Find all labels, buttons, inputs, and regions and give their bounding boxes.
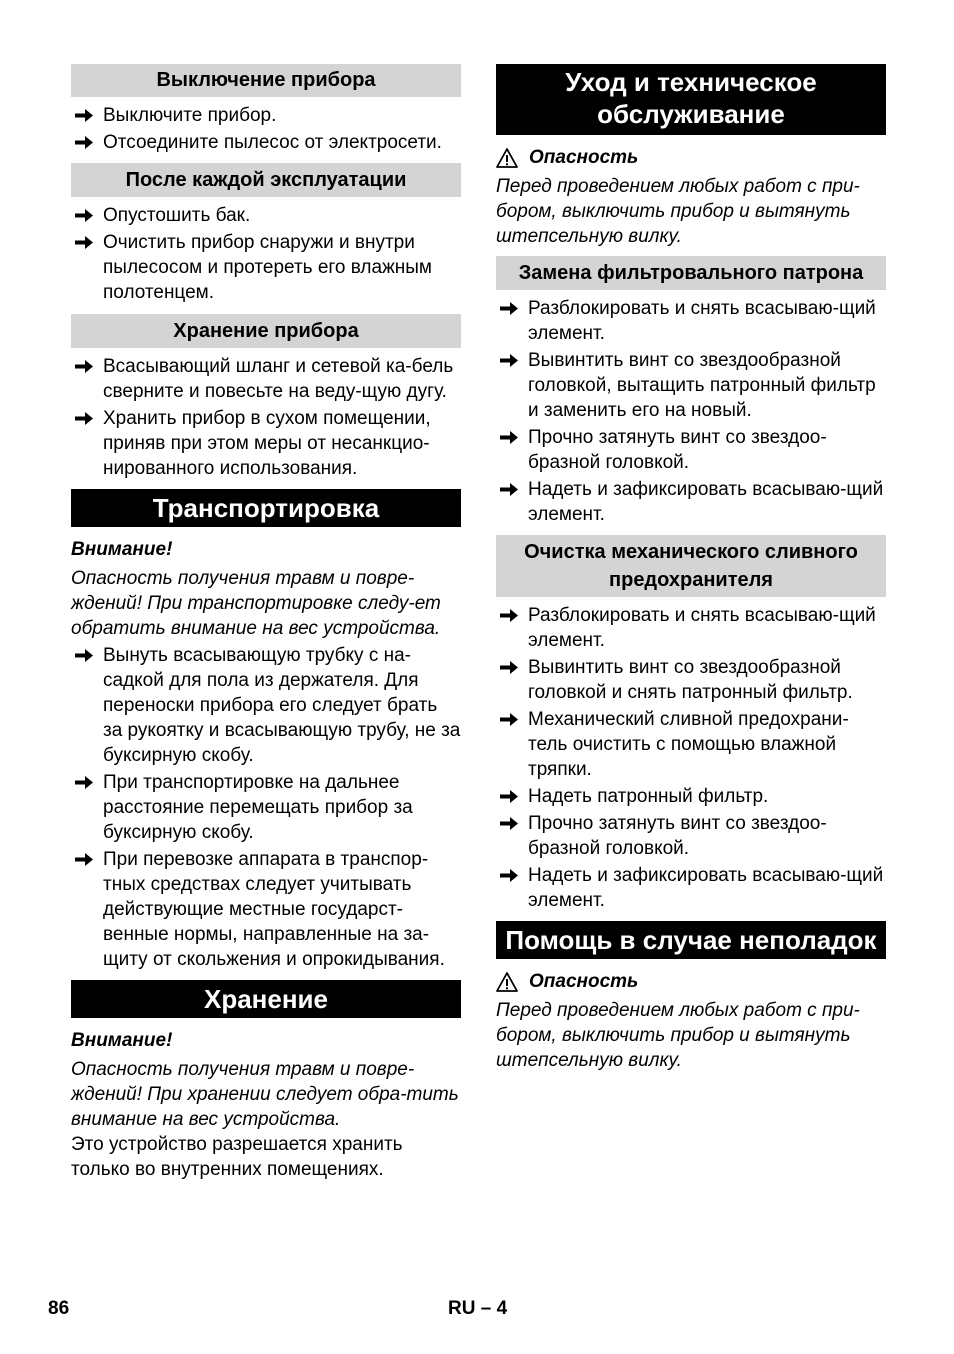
help-danger-row [496, 969, 886, 994]
steps-device-storage [71, 354, 461, 481]
list-item [496, 784, 886, 809]
section-title-device-storage: Хранение прибора [71, 314, 461, 348]
left-column [71, 64, 461, 1182]
storage-warning-text: Опасность получения травм и повре-ждений! При хранении следует обра-тить внимание на вес устройства. [71, 1059, 459, 1130]
care-danger-text: Перед проведением любых работ с при-бором, выключить прибор и вытянуть штепсельную вилку. [496, 176, 860, 247]
care-danger-row [496, 145, 886, 170]
list-item [496, 811, 886, 861]
list-item [71, 103, 461, 128]
list-item-text: Вывинтить винт со звездообразной головкой и снять патронный фильтр. [528, 657, 853, 703]
list-item [71, 130, 461, 155]
list-item-text: Надеть и зафиксировать всасываю-щий элемент. [528, 479, 884, 525]
help-danger-text: Перед проведением любых работ с при-бором, выключить прибор и вытянуть штепсельную вилку. [496, 1000, 860, 1071]
list-item-text: Хранить прибор в сухом помещении, приняв при этом меры от несанкцио-нированного использования. [103, 408, 431, 479]
arrow-right-icon [73, 643, 95, 668]
warning-triangle-icon [496, 972, 518, 992]
storage-warning-title: Внимание! [71, 1030, 173, 1051]
warning-triangle-icon [496, 148, 518, 168]
arrow-right-icon [498, 707, 520, 732]
arrow-right-icon [498, 811, 520, 836]
list-item [496, 707, 886, 782]
steps-transport [71, 643, 461, 972]
steps-after-use [71, 203, 461, 305]
arrow-right-icon [73, 130, 95, 155]
list-item [71, 230, 461, 305]
chapter-title-transport: Транспортировка [71, 489, 461, 527]
arrow-right-icon [73, 847, 95, 872]
section-title-after-use: После каждой эксплуатации [71, 163, 461, 197]
transport-warning-text: Опасность получения травм и повре-ждений! При транспортировке следу-ет обратить внимание на вес устройства. [71, 568, 441, 639]
list-item-text: Разблокировать и снять всасываю-щий элемент. [528, 298, 876, 344]
chapter-title-care: Уход и техническое обслуживание [496, 64, 886, 135]
list-item [71, 354, 461, 404]
list-item-text: При перевозке аппарата в транспор-тных средствах следует учитывать действующие местные государст-венные нормы, направленные на за-щиту от скольжения и опрокидывания. [103, 849, 445, 970]
section-title-filter: Замена фильтровального патрона [496, 256, 886, 290]
list-item-text: Отсоедините пылесос от электросети. [103, 132, 442, 153]
list-item-text: Очистить прибор снаружи и внутри пылесосом и протереть его влажным полотенцем. [103, 232, 432, 303]
arrow-right-icon [73, 770, 95, 795]
list-item [71, 406, 461, 481]
transport-warning-title: Внимание! [71, 539, 173, 560]
arrow-right-icon [498, 348, 520, 373]
page-number: 86 [48, 1298, 70, 1319]
list-item-text: Разблокировать и снять всасываю-щий элемент. [528, 605, 876, 651]
list-item [496, 425, 886, 475]
steps-drain [496, 603, 886, 913]
arrow-right-icon [498, 425, 520, 450]
steps-switch-off [71, 103, 461, 155]
arrow-right-icon [498, 296, 520, 321]
arrow-right-icon [73, 354, 95, 379]
list-item [71, 847, 461, 972]
list-item-text: Опустошить бак. [103, 205, 251, 226]
arrow-right-icon [73, 103, 95, 128]
right-column [496, 64, 886, 1073]
list-item [71, 643, 461, 768]
list-item [496, 348, 886, 423]
arrow-right-icon [498, 863, 520, 888]
arrow-right-icon [498, 655, 520, 680]
list-item [496, 603, 886, 653]
storage-text: Это устройство разрешается хранить только во внутренних помещениях. [71, 1134, 403, 1180]
list-item [496, 296, 886, 346]
list-item-text: Выключите прибор. [103, 105, 277, 126]
section-title-switch-off: Выключение прибора [71, 64, 461, 97]
arrow-right-icon [498, 603, 520, 628]
arrow-right-icon [73, 230, 95, 255]
section-title-drain: Очистка механического сливного предохранителя [496, 535, 886, 597]
list-item [496, 863, 886, 913]
care-danger-title: Опасность [529, 147, 639, 168]
list-item-text: Вынуть всасывающую трубку с на-садкой для пола из держателя. Для переноски прибора его следует брать за рукоятку и всасывающую трубу, не за буксирную скобу. [103, 645, 461, 766]
help-danger-title: Опасность [529, 971, 639, 992]
arrow-right-icon [73, 406, 95, 431]
arrow-right-icon [498, 784, 520, 809]
list-item-text: При транспортировке на дальнее расстояние перемещать прибор за буксирную скобу. [103, 772, 413, 843]
arrow-right-icon [498, 477, 520, 502]
list-item [496, 655, 886, 705]
chapter-title-help: Помощь в случае неполадок [496, 921, 886, 959]
list-item-text: Механический сливной предохрани-тель очистить с помощью влажной тряпки. [528, 709, 849, 780]
list-item [496, 477, 886, 527]
list-item [71, 770, 461, 845]
chapter-title-storage: Хранение [71, 980, 461, 1018]
language-page-code: RU – 4 [448, 1298, 508, 1319]
list-item-text: Надеть и зафиксировать всасываю-щий элемент. [528, 865, 884, 911]
list-item-text: Всасывающий шланг и сетевой ка-бель сверните и повесьте на веду-щую дугу. [103, 356, 454, 402]
list-item-text: Вывинтить винт со звездообразной головкой, вытащить патронный фильтр и заменить его на новый. [528, 350, 876, 421]
steps-filter [496, 296, 886, 527]
arrow-right-icon [73, 203, 95, 228]
list-item-text: Прочно затянуть винт со звездоо-бразной головкой. [528, 813, 827, 859]
list-item-text: Надеть патронный фильтр. [528, 786, 769, 807]
list-item-text: Прочно затянуть винт со звездоо-бразной головкой. [528, 427, 827, 473]
list-item [71, 203, 461, 228]
